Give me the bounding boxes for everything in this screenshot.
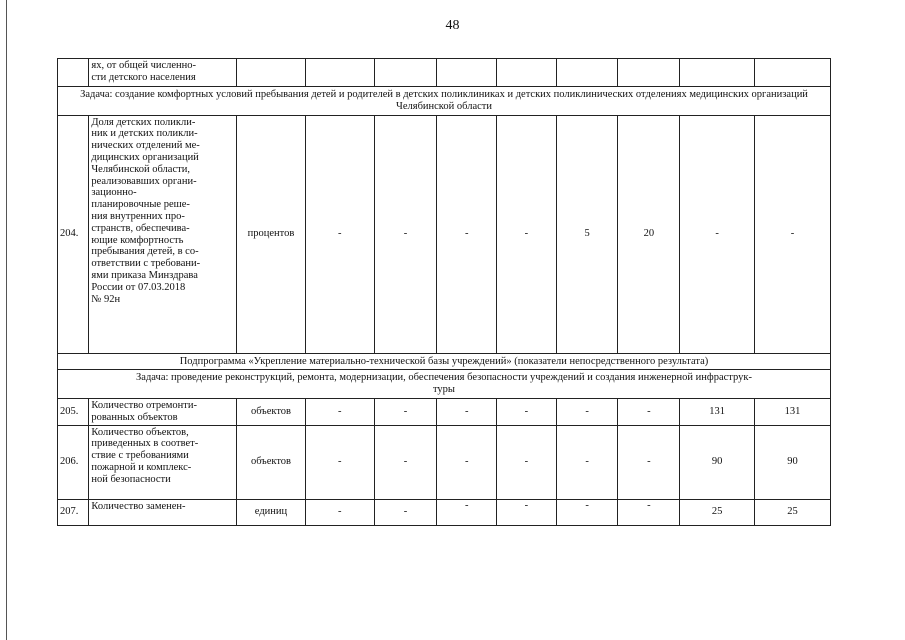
cell-num	[58, 59, 89, 87]
cell-value: -	[497, 398, 557, 425]
page-left-edge-line	[6, 0, 7, 640]
cell-value: 25	[755, 499, 831, 525]
indicators-table	[57, 58, 831, 526]
cell-value: -	[437, 425, 497, 499]
cell-value	[755, 59, 831, 87]
cell-value: 5	[556, 115, 618, 353]
cell-unit	[237, 59, 306, 87]
cell-value: -	[618, 398, 680, 425]
table-row-206	[58, 425, 831, 499]
cell-value: 131	[680, 398, 755, 425]
table-row-task	[58, 87, 831, 116]
cell-value: 90	[680, 425, 755, 499]
cell-value: -	[305, 398, 374, 425]
cell-value: -	[556, 425, 618, 499]
cell-indicator-name: ях, от общей численно- сти детского населения	[89, 59, 237, 87]
table-row-task	[58, 370, 831, 399]
cell-value: -	[374, 398, 437, 425]
cell-num: 205.	[58, 398, 89, 425]
cell-value: -	[618, 425, 680, 499]
cell-value: -	[680, 115, 755, 353]
cell-value	[305, 59, 374, 87]
cell-num: 206.	[58, 425, 89, 499]
cell-value	[618, 499, 680, 525]
cell-value-text: -	[464, 500, 469, 512]
cell-num: 207.	[58, 499, 89, 525]
cell-indicator-name: Количество объектов, приведенных в соответ- ствие с требованиями пожарной и комплекс- ной безопасности	[89, 425, 237, 499]
cell-value	[497, 59, 557, 87]
cell-value: -	[497, 425, 557, 499]
table-row-205	[58, 398, 831, 425]
table-row-continuation	[58, 59, 831, 87]
cell-value: -	[755, 115, 831, 353]
cell-value	[437, 59, 497, 87]
task-heading: Задача: проведение реконструкций, ремонта, модернизации, обеспечения безопасности учреждений и создания инженерной инфраструк- туры	[58, 370, 831, 399]
cell-value	[437, 499, 497, 525]
cell-value: -	[374, 499, 437, 525]
cell-value	[618, 59, 680, 87]
cell-value: -	[374, 425, 437, 499]
cell-value: -	[556, 398, 618, 425]
cell-value: -	[305, 115, 374, 353]
cell-unit: единиц	[237, 499, 306, 525]
cell-indicator-name: Доля детских поликли- ник и детских поликли- нических отделений ме- дицинских организаций Челябинской области, реализовавших органи- зационно- планировочные реше- ния внутренних про- странств, обеспечива- ющие комфортность пребывания детей, в со- ответствии с требовани- ями приказа Минздрава России от 07.03.2018 № 92н	[89, 115, 237, 353]
table-row-207	[58, 499, 831, 525]
page-number: 48	[445, 18, 460, 33]
cell-value	[556, 59, 618, 87]
cell-value	[556, 499, 618, 525]
cell-indicator-name: Количество отремонти- рованных объектов	[89, 398, 237, 425]
cell-value: -	[437, 115, 497, 353]
cell-value: -	[374, 115, 437, 353]
cell-unit: процентов	[237, 115, 306, 353]
cell-unit: объектов	[237, 398, 306, 425]
subprogram-heading: Подпрограмма «Укрепление материально-технической базы учреждений» (показатели непосредственного результата)	[58, 353, 831, 370]
cell-unit: объектов	[237, 425, 306, 499]
cell-value: -	[305, 425, 374, 499]
cell-value: 90	[755, 425, 831, 499]
task-heading: Задача: создание комфортных условий пребывания детей и родителей в детских поликлиниках и детских поликлинических отделениях медицинских организаций Челябинской области	[58, 87, 831, 116]
cell-value-text: -	[524, 500, 529, 512]
cell-value: -	[305, 499, 374, 525]
cell-value-text: -	[585, 500, 589, 512]
cell-value: 131	[755, 398, 831, 425]
table-row-204	[58, 115, 831, 353]
cell-value-text: -	[647, 500, 651, 512]
cell-value	[680, 59, 755, 87]
cell-indicator-name: Количество заменен-	[89, 499, 237, 525]
table-row-subprogram	[58, 353, 831, 370]
cell-value: 25	[680, 499, 755, 525]
cell-num: 204.	[58, 115, 89, 353]
cell-value: 20	[618, 115, 680, 353]
cell-value: -	[437, 398, 497, 425]
cell-value	[497, 499, 557, 525]
cell-value: -	[497, 115, 557, 353]
cell-value	[374, 59, 437, 87]
